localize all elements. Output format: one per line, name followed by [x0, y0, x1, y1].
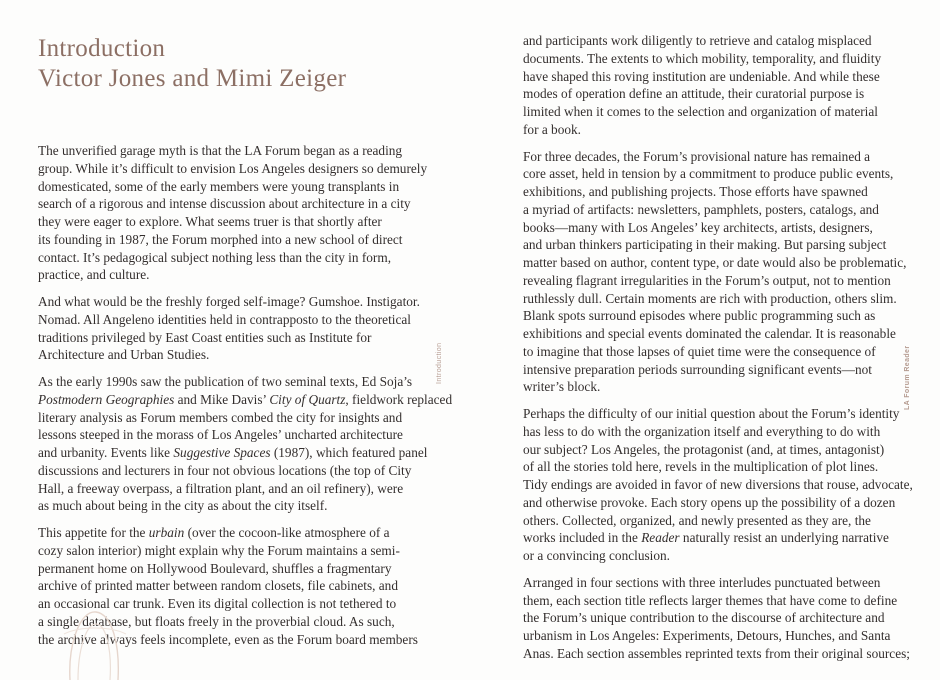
text-line: and otherwise provoke. Each story opens up the possibility of a dozen — [523, 494, 896, 510]
text-line: Anas. Each section assembles reprinted texts from their original sources; — [523, 645, 910, 661]
text-line: cozy salon interior) might explain why the Forum maintains a semi- — [38, 542, 400, 558]
text-line: limited when it comes to the selection and organization of material — [523, 104, 878, 119]
paragraph-difficulty — [523, 405, 913, 565]
text-line: a myriad of artifacts: newsletters, pamphlets, posters, catalogs, and — [523, 201, 879, 217]
text-line: revealing flagrant irregularities in the Forum’s output, not to mention — [523, 272, 891, 288]
text-line: discussions and lecturers in four not obvious locations (the top of City — [38, 462, 412, 478]
text-line: archive of printed matter between random closets, file cabinets, and — [38, 578, 398, 594]
text-line: practice, and culture. — [38, 267, 150, 283]
text-line: Architecture and Urban Studies. — [38, 347, 210, 363]
text-line: Blank spots surround episodes where public programming such as — [523, 308, 876, 324]
text-line: domesticated, some of the early members were young transplants in — [38, 178, 400, 194]
text-line: contact. It’s pedagogical subject nothing less than the city in form, — [38, 249, 392, 265]
text-line: matter based on author, content type, or date would also be problematic, — [523, 255, 907, 270]
text-line: The unverified garage myth is that the LA Forum began as a reading — [38, 143, 403, 158]
book-title-postmodern-geographies: Postmodern Geographies — [38, 391, 175, 407]
text-line: As the early 1990s saw the publication of two seminal texts, Ed Soja’s — [38, 374, 413, 389]
text-line — [38, 391, 453, 409]
text-line: Perhaps the difficulty of our initial question about the Forum’s identity — [523, 406, 900, 421]
italic-word-reader: Reader — [641, 530, 680, 546]
text-line: have shaped this roving institution are undeniable. And while these — [523, 68, 880, 84]
text-line: the Forum’s unique contribution to the discourse of architecture and — [523, 610, 885, 626]
paragraph-sections — [523, 574, 910, 663]
text-line: writer’s block. — [523, 379, 601, 395]
text-line: documents. The extents to which mobility, temporality, and fluidity — [523, 50, 882, 66]
text-line: lessons steeped in the morass of Los Angeles’ uncharted architecture — [38, 427, 403, 443]
text-line: Hall, a freeway overpass, a filtration plant, and an oil refinery), were — [38, 480, 404, 496]
text-line: our subject? Los Angeles, the protagonist (and, at times, antagonist) — [523, 441, 885, 457]
text-line: books—many with Los Angeles’ key architects, artists, designers, — [523, 219, 873, 235]
text-line: intensive preparation periods surrounding significant events—not — [523, 361, 872, 377]
text-fragment: (over the cocoon-like atmosphere of a — [184, 525, 390, 540]
running-head-right: LA Forum Reader — [904, 345, 911, 410]
text-line: Tidy endings are avoided in favor of new diversions that rouse, advocate, — [523, 477, 913, 492]
paragraph-garage-myth — [38, 142, 428, 284]
text-line: permanent home on Hollywood Boulevard, shuffles a fragmentary — [38, 560, 392, 576]
text-line: as much about being in the city as about the city itself. — [38, 498, 328, 514]
paragraph-three-decades — [523, 148, 907, 397]
text-fragment: and Mike Davis’ — [174, 391, 270, 407]
stamp-outline-icon — [60, 604, 140, 680]
text-line: the archive always feels incomplete, even as the Forum board members — [38, 631, 418, 647]
text-line: urbanism in Los Angeles: Experiments, Detours, Hunches, and Santa — [523, 628, 891, 643]
text-line: to imagine that those lapses of quiet time were the consequence of — [523, 343, 876, 359]
chapter-title-block — [38, 34, 346, 94]
text-line: exhibitions and special events dominated the calendar. It is reasonable — [523, 326, 896, 341]
text-line — [38, 524, 420, 542]
text-line: and participants work diligently to retrieve and catalog misplaced — [523, 33, 872, 48]
text-fragment: and urbanity. Events like — [38, 445, 174, 460]
paragraph-early-1990s — [38, 373, 453, 515]
event-title-suggestive-spaces: Suggestive Spaces — [173, 445, 271, 460]
running-head-left: Introduction — [436, 342, 443, 384]
text-line: modes of operation define an attitude, their curatorial purpose is — [523, 86, 865, 102]
text-line: group. While it’s difficult to envision Los Angeles designers so demurely — [38, 160, 428, 176]
text-line: ruthlessly dull. Certain moments are rich with production, others slim. — [523, 290, 897, 306]
text-line: its founding in 1987, the Forum morphed into a new school of direct — [38, 231, 403, 247]
paragraph-self-image — [38, 293, 420, 364]
chapter-authors: Victor Jones and Mimi Zeiger — [38, 65, 347, 92]
text-fragment: works included in the — [523, 530, 642, 546]
text-fragment: (1987), which featured panel — [270, 445, 428, 460]
paragraph-continuation — [523, 32, 901, 139]
text-fragment: , fieldwork replaced — [345, 391, 453, 407]
text-line: traditions privileged by East Coast entities such as Institute for — [38, 329, 372, 345]
text-line: of all the stories told here, revels in the multiplication of plot lines. — [523, 459, 879, 475]
text-line — [523, 529, 901, 547]
chapter-heading: Introduction — [38, 35, 166, 62]
text-line: for a book. — [523, 121, 581, 137]
text-line: has less to do with the organization itself and everything to do with — [523, 423, 881, 439]
text-line: them, each section title reflects larger themes that have come to define — [523, 592, 898, 608]
text-line: core asset, held in tension by a commitment to produce public events, — [523, 166, 894, 182]
text-line: For three decades, the Forum’s provisional nature has remained a — [523, 148, 871, 164]
text-line: others. Collected, organized, and newly presented as they are, the — [523, 512, 871, 528]
italic-word-urbain: urbain — [148, 525, 185, 540]
text-fragment: naturally resist an underlying narrative — [679, 530, 889, 546]
text-line: Arranged in four sections with three interludes punctuated between — [523, 574, 881, 590]
book-title-city-of-quartz: City of Quartz — [269, 391, 346, 407]
text-line — [38, 444, 428, 462]
text-line: or a convincing conclusion. — [523, 548, 670, 563]
text-fragment: This appetite for the — [38, 525, 149, 540]
text-line: they were eager to explore. What seems truer is that shortly after — [38, 214, 382, 229]
text-line: And what would be the freshly forged self-image? Gumshoe. Instigator. — [38, 294, 420, 309]
text-line: a single database, but floats freely in the proverbial cloud. As such, — [38, 613, 395, 629]
text-line: Nomad. All Angeleno identities held in contrapposto to the theoretical — [38, 311, 411, 327]
text-line: exhibitions, and publishing projects. Those efforts have spawned — [523, 184, 868, 199]
text-line: literary analysis as Forum members combed the city for insights and — [38, 409, 403, 425]
text-line: and urban thinkers participating in their making. But parsing subject — [523, 237, 887, 253]
text-line: an occasional car trunk. Even its digital collection is not tethered to — [38, 596, 397, 611]
text-line: search of a rigorous and intense discussion about architecture in a city — [38, 196, 411, 212]
